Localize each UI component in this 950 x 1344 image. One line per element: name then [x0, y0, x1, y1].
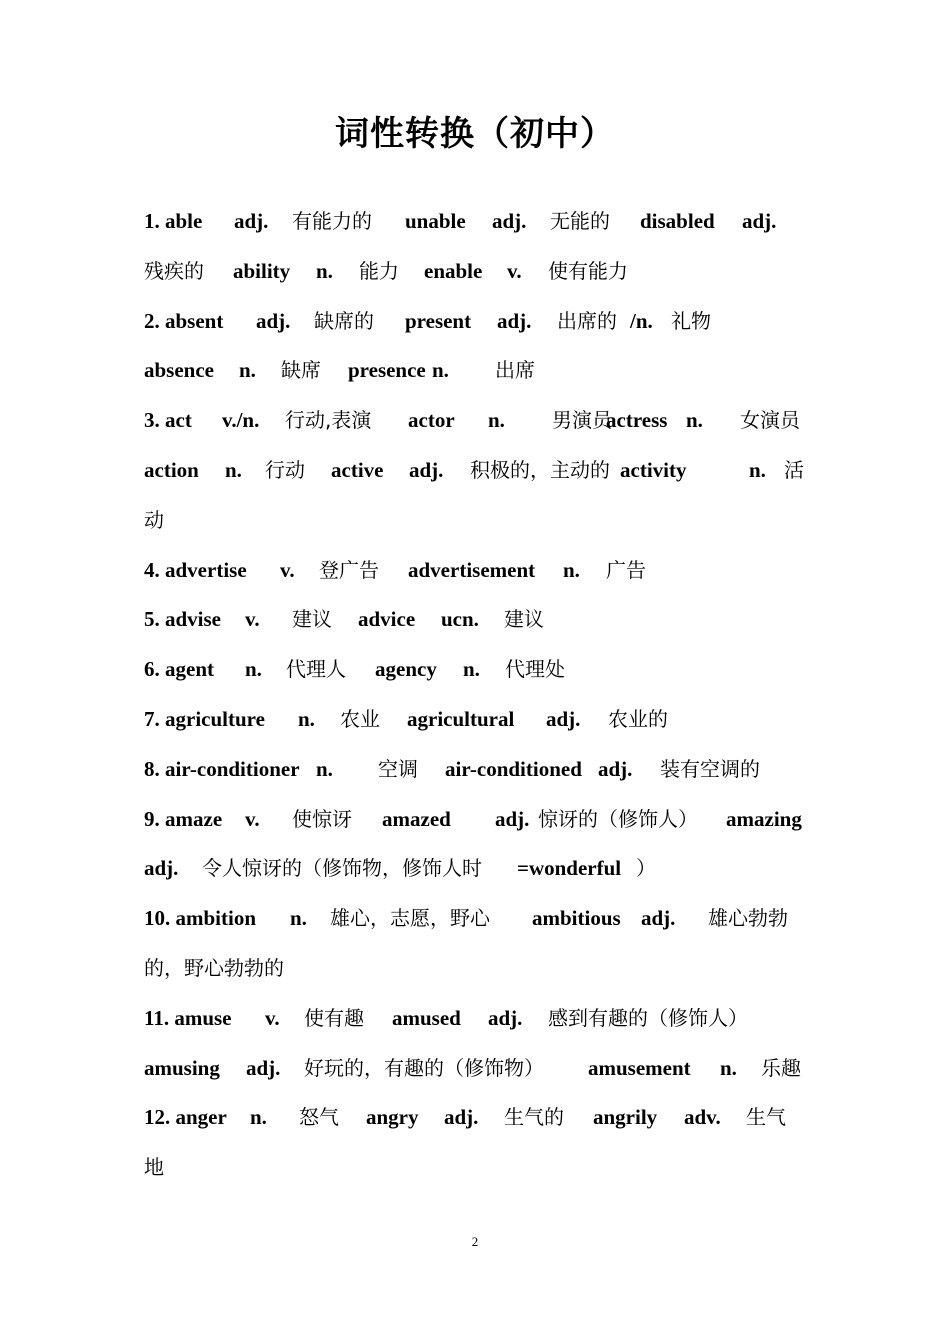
- english-term: ability: [233, 258, 291, 283]
- english-term: 10. ambition: [144, 906, 257, 931]
- english-term: absence: [144, 358, 214, 383]
- vocab-line: [144, 247, 809, 297]
- english-term: ucn.: [441, 607, 479, 632]
- chinese-gloss: 能力: [359, 258, 399, 283]
- vocab-line: [144, 496, 809, 546]
- chinese-gloss: 出席: [495, 358, 535, 383]
- vocab-line: [144, 745, 809, 795]
- english-term: =wonderful: [517, 856, 622, 881]
- chinese-gloss: 女演员: [740, 408, 800, 433]
- english-term: advertisement: [408, 557, 536, 582]
- english-term: adj.: [598, 756, 633, 781]
- vocab-line: [144, 844, 809, 894]
- chinese-gloss: 缺席的: [314, 308, 374, 333]
- chinese-gloss: 使惊讶: [292, 806, 352, 831]
- english-term: n.: [239, 358, 256, 383]
- vocab-line: [144, 1093, 809, 1143]
- chinese-gloss: 行动,表演: [285, 408, 372, 433]
- chinese-gloss: 出席的: [557, 308, 617, 333]
- vocab-line: [144, 944, 809, 994]
- chinese-gloss: 乐趣: [761, 1055, 801, 1080]
- chinese-gloss: 地: [144, 1155, 164, 1180]
- english-term: n.: [488, 408, 505, 433]
- chinese-gloss: 的，野心勃勃的: [144, 955, 284, 980]
- english-term: v.: [245, 607, 260, 632]
- english-term: adj.: [488, 1005, 523, 1030]
- english-term: 3. act: [144, 408, 192, 433]
- chinese-gloss: 动: [144, 507, 164, 532]
- english-term: n.: [316, 258, 333, 283]
- vocab-line: [144, 546, 809, 596]
- chinese-gloss: 无能的: [550, 209, 610, 233]
- chinese-gloss: 农业: [340, 706, 380, 731]
- english-term: air-conditioned: [445, 756, 582, 781]
- english-term: ambitious: [532, 906, 621, 931]
- chinese-gloss: 农业的: [608, 706, 668, 731]
- chinese-gloss: 建议: [292, 607, 332, 632]
- vocab-line: [144, 595, 809, 645]
- vocab-line: [144, 695, 809, 745]
- english-term: v.: [245, 806, 260, 831]
- english-term: actress: [606, 408, 668, 433]
- chinese-gloss: 雄心，志愿，野心: [330, 906, 490, 931]
- english-term: adj.: [246, 1055, 281, 1080]
- english-term: 5. advise: [144, 607, 222, 632]
- english-term: n.: [432, 358, 449, 383]
- chinese-gloss: 感到有趣的（修饰人）: [548, 1005, 748, 1030]
- english-term: adj.: [144, 856, 179, 881]
- english-term: adv.: [684, 1105, 721, 1130]
- vocab-line: [144, 346, 809, 396]
- chinese-gloss: 缺席: [281, 358, 321, 383]
- english-term: 12. anger: [144, 1105, 227, 1130]
- english-term: 11. amuse: [144, 1005, 232, 1030]
- english-term: present: [405, 308, 472, 333]
- vocab-line: [144, 396, 809, 446]
- chinese-gloss: 惊讶的（修饰人）: [538, 806, 698, 831]
- vocab-line: [144, 994, 809, 1044]
- vocab-line: [144, 894, 809, 944]
- chinese-gloss: 使有能力: [548, 258, 628, 283]
- chinese-gloss: 礼物: [671, 308, 711, 333]
- chinese-gloss: 活: [784, 457, 804, 482]
- english-term: adj.: [256, 308, 291, 333]
- english-term: 9. amaze: [144, 806, 223, 831]
- english-term: activity: [620, 457, 687, 482]
- english-term: adj.: [234, 209, 269, 233]
- chinese-gloss: 雄心勃勃: [708, 906, 788, 931]
- english-term: agency: [375, 657, 437, 682]
- english-term: 4. advertise: [144, 557, 247, 582]
- chinese-gloss: 生气: [746, 1105, 786, 1130]
- english-term: adj.: [641, 906, 676, 931]
- english-term: amusement: [588, 1055, 691, 1080]
- vocab-line: [144, 1143, 809, 1193]
- english-term: unable: [405, 209, 466, 233]
- chinese-gloss: 有能力的: [292, 209, 372, 233]
- english-term: disabled: [640, 209, 715, 233]
- english-term: angrily: [593, 1105, 658, 1130]
- english-term: /n.: [630, 308, 653, 333]
- english-term: n.: [225, 457, 242, 482]
- page-title: 词性转换（初中）: [335, 113, 615, 154]
- page-number: 2: [471, 1234, 479, 1249]
- english-term: n.: [290, 906, 307, 931]
- english-term: v.: [265, 1005, 280, 1030]
- english-term: n.: [749, 457, 766, 482]
- english-term: presence: [348, 358, 426, 383]
- vocab-line: [144, 446, 809, 496]
- english-term: advice: [358, 607, 416, 632]
- english-term: 1. able: [144, 209, 203, 233]
- chinese-gloss: 广告: [606, 557, 646, 582]
- english-term: adj.: [492, 209, 527, 233]
- english-term: v.: [280, 557, 295, 582]
- chinese-gloss: 积极的，主动的: [470, 457, 610, 482]
- english-term: agricultural: [407, 706, 515, 731]
- english-term: amazing: [726, 806, 802, 831]
- chinese-gloss: 行动: [265, 457, 305, 482]
- vocab-line: [144, 297, 809, 347]
- english-term: 6. agent: [144, 657, 214, 682]
- chinese-gloss: 生气的: [504, 1105, 564, 1130]
- english-term: enable: [424, 258, 483, 283]
- english-term: actor: [408, 408, 455, 433]
- vocabulary-list: [144, 197, 809, 1193]
- english-term: n.: [245, 657, 262, 682]
- english-term: n.: [686, 408, 703, 433]
- english-term: 2. absent: [144, 308, 224, 333]
- english-term: 7. agriculture: [144, 706, 265, 731]
- english-term: 8. air-conditioner: [144, 756, 300, 781]
- english-term: v./n.: [222, 408, 260, 433]
- english-term: adj.: [409, 457, 444, 482]
- english-term: adj.: [742, 209, 777, 233]
- chinese-gloss: 残疾的: [144, 258, 204, 283]
- chinese-gloss: 建议: [504, 607, 544, 632]
- chinese-gloss: 登广告: [319, 557, 379, 582]
- chinese-gloss: ）: [636, 856, 656, 881]
- chinese-gloss: 令人惊讶的（修饰物，修饰人时: [202, 856, 482, 881]
- vocab-line: [144, 1044, 809, 1094]
- chinese-gloss: 空调: [378, 756, 418, 781]
- english-term: n.: [298, 706, 315, 731]
- english-term: adj.: [546, 706, 581, 731]
- english-term: n.: [250, 1105, 267, 1130]
- english-term: active: [331, 457, 384, 482]
- chinese-gloss: 怒气: [299, 1105, 339, 1130]
- english-term: n.: [316, 756, 333, 781]
- english-term: adj.: [495, 806, 530, 831]
- chinese-gloss: 使有趣: [304, 1005, 364, 1030]
- english-term: angry: [366, 1105, 419, 1130]
- vocab-line: [144, 197, 809, 247]
- vocab-line: [144, 795, 809, 845]
- chinese-gloss: 代理人: [286, 657, 346, 682]
- english-term: n.: [463, 657, 480, 682]
- english-term: n.: [563, 557, 580, 582]
- english-term: amused: [392, 1005, 461, 1030]
- english-term: v.: [507, 258, 522, 283]
- english-term: n.: [720, 1055, 737, 1080]
- english-term: amazed: [382, 806, 451, 831]
- vocab-line: [144, 645, 809, 695]
- english-term: amusing: [144, 1055, 220, 1080]
- english-term: adj.: [444, 1105, 479, 1130]
- chinese-gloss: 代理处: [505, 657, 565, 682]
- chinese-gloss: 男演员: [552, 408, 612, 433]
- chinese-gloss: 好玩的，有趣的（修饰物）: [304, 1055, 544, 1080]
- english-term: adj.: [497, 308, 532, 333]
- chinese-gloss: 装有空调的: [660, 756, 760, 781]
- english-term: action: [144, 457, 199, 482]
